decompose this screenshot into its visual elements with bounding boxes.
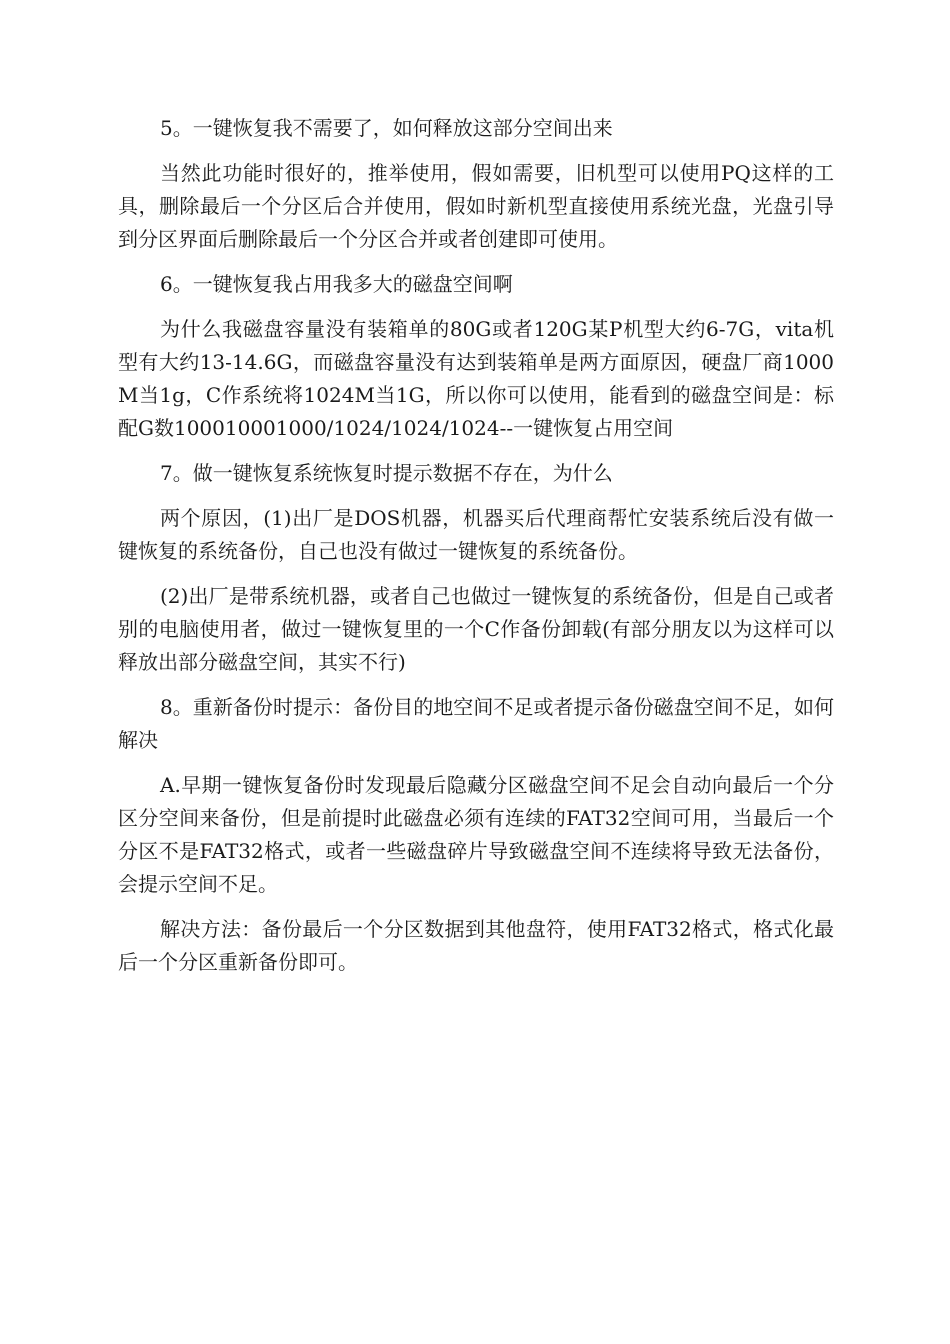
paragraph-answer-7a: 两个原因，(1)出厂是DOS机器，机器买后代理商帮忙安装系统后没有做一键恢复的系统备份，自己也没有做过一键恢复的系统备份。 (118, 506, 834, 563)
section-heading-5: 5。一键恢复我不需要了，如何释放这部分空间出来 (160, 116, 613, 140)
document-page (118, 112, 834, 991)
paragraph-answer-8a: A.早期一键恢复备份时发现最后隐藏分区磁盘空间不足会自动向最后一个分区分空间来备份，但是前提时此磁盘必须有连续的FAT32空间可用，当最后一个分区不是FAT32格式，或者一些磁盘碎片导致磁盘空间不连续将导致无法备份，会提示空间不足。 (118, 773, 834, 896)
paragraph-answer-6: 为什么我磁盘容量没有装箱单的80G或者120G某P机型大约6-7G，vita机型有大约13-14.6G，而磁盘容量没有达到装箱单是两方面原因，硬盘厂商1000M当1g，C作系统将1024M当1G，所以你可以使用，能看到的磁盘空间是：标配G数100010001000/1024/1024/1024--一键恢复占用空间 (118, 317, 834, 440)
section-heading-6: 6。一键恢复我占用我多大的磁盘空间啊 (160, 272, 513, 296)
section-heading-7: 7。做一键恢复系统恢复时提示数据不存在，为什么 (160, 461, 613, 485)
paragraph-answer-8-solution: 解决方法：备份最后一个分区数据到其他盘符，使用FAT32格式，格式化最后一个分区重新备份即可。 (118, 917, 834, 974)
paragraph-answer-7b: (2)出厂是带系统机器，或者自己也做过一键恢复的系统备份，但是自己或者别的电脑使用者，做过一键恢复里的一个C作备份卸载(有部分朋友以为这样可以释放出部分磁盘空间，其实不行) (118, 584, 834, 674)
section-heading-8: 8。重新备份时提示：备份目的地空间不足或者提示备份磁盘空间不足，如何解决 (118, 695, 834, 752)
paragraph-answer-5: 当然此功能时很好的，推举使用，假如需要，旧机型可以使用PQ这样的工具，删除最后一个分区后合并使用，假如时新机型直接使用系统光盘，光盘引导到分区界面后删除最后一个分区合并或者创建即可使用。 (118, 161, 834, 251)
